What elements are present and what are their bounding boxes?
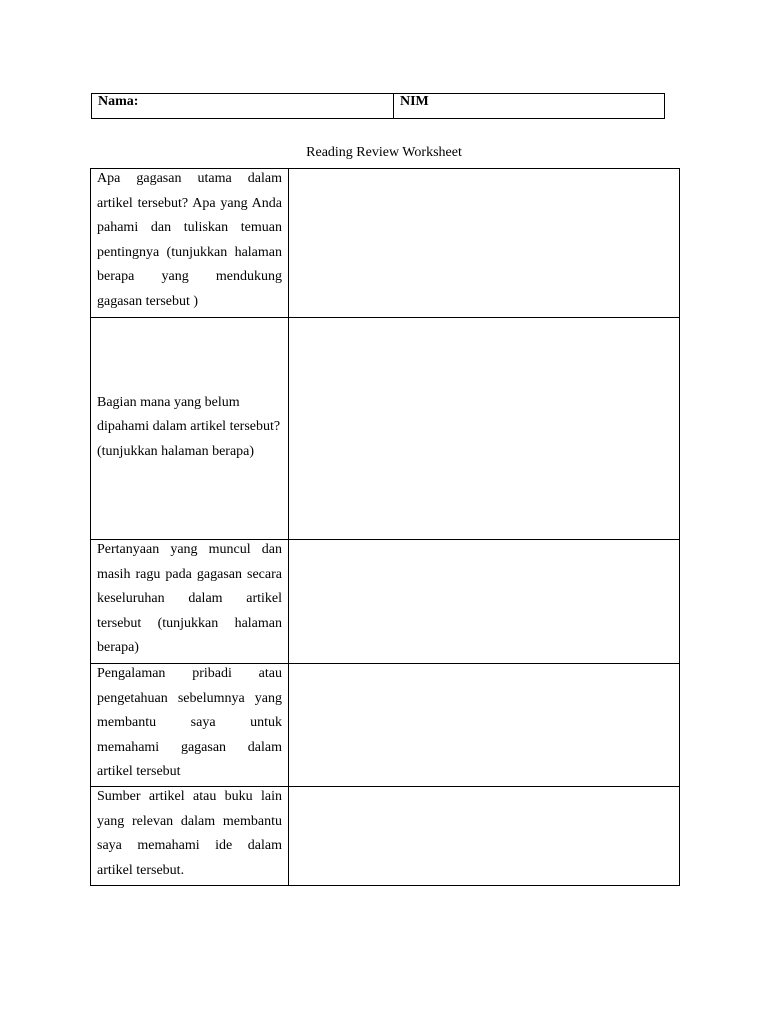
student-info-table <box>91 93 665 119</box>
answer-cell[interactable] <box>289 540 680 664</box>
answer-cell[interactable] <box>289 664 680 787</box>
review-table <box>90 168 680 886</box>
question-text: Pertanyaan yang muncul dan masih ragu pada gagasan secara keseluruhan dalam artikel tersebut (tunjukkan halaman berapa) <box>97 542 282 656</box>
question-cell <box>91 318 289 540</box>
nim-field-cell[interactable] <box>394 94 664 118</box>
table-row <box>91 318 680 540</box>
question-text: Pengalaman pribadi atau pengetahuan sebelumnya yang membantu saya untuk memahami gagasan dalam artikel tersebut <box>97 666 282 780</box>
question-text: Sumber artikel atau buku lain yang relevan dalam membantu saya memahami ide dalam artikel tersebut. <box>97 789 282 878</box>
question-cell <box>91 540 289 664</box>
question-cell <box>91 787 289 886</box>
answer-cell[interactable] <box>289 787 680 886</box>
name-field-cell[interactable] <box>92 94 394 118</box>
question-cell <box>91 664 289 787</box>
answer-cell[interactable] <box>289 318 680 540</box>
table-row <box>91 540 680 664</box>
answer-cell[interactable] <box>289 169 680 318</box>
name-label: Nama: <box>98 94 139 109</box>
table-row <box>91 787 680 886</box>
question-cell <box>91 169 289 318</box>
nim-label: NIM <box>400 94 429 109</box>
question-text: Bagian mana yang belum dipahami dalam artikel tersebut? (tunjukkan halaman berapa) <box>97 394 281 459</box>
table-row <box>91 664 680 787</box>
table-row <box>91 169 680 318</box>
question-text: Apa gagasan utama dalam artikel tersebut? Apa yang Anda pahami dan tuliskan temuan pentingnya (tunjukkan halaman berapa yang mendukung gagasan tersebut ) <box>97 171 282 309</box>
worksheet-title: Reading Review Worksheet <box>306 145 462 160</box>
